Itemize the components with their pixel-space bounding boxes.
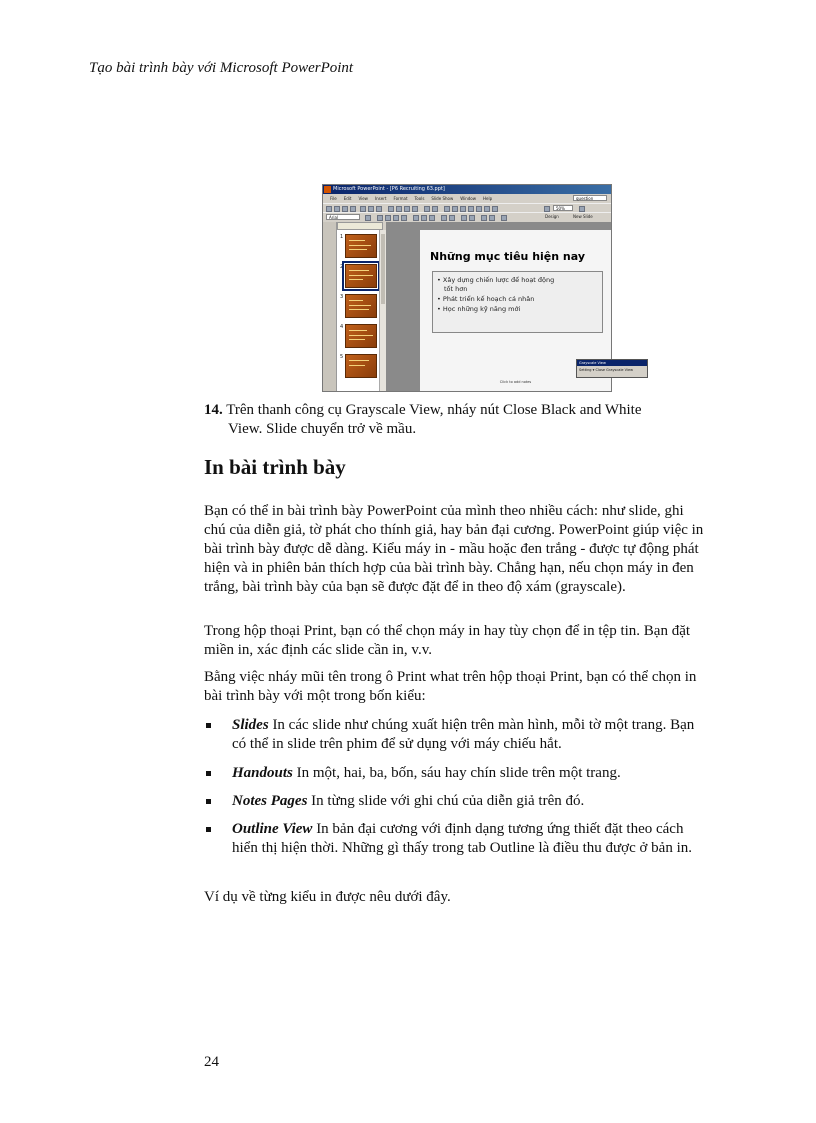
italic-icon[interactable] bbox=[385, 215, 391, 221]
desc-notes-pages: In từng slide với ghi chú của diễn giả trên đó. bbox=[307, 793, 585, 809]
grayscale-toolbar-title: Grayscale View bbox=[577, 360, 647, 366]
thumb-number-4: 4 bbox=[340, 324, 344, 330]
thumb-number-3: 3 bbox=[340, 294, 344, 300]
design-button[interactable]: Design bbox=[545, 214, 559, 219]
notes-placeholder[interactable]: Click to add notes bbox=[499, 380, 532, 384]
term-outline-view: Outline View bbox=[232, 821, 313, 837]
increase-font-icon[interactable] bbox=[461, 215, 467, 221]
step-number: 14. bbox=[204, 402, 223, 418]
menu-bar bbox=[323, 194, 611, 203]
zoom-select[interactable]: 50% bbox=[553, 205, 573, 211]
section-heading: In bài trình bày bbox=[204, 455, 346, 479]
slide-bullet-box[interactable] bbox=[432, 271, 603, 333]
decrease-indent-icon[interactable] bbox=[481, 215, 487, 221]
center-icon[interactable] bbox=[421, 215, 427, 221]
grayscale-setting-button[interactable]: Setting ▾ bbox=[579, 368, 595, 372]
font-select[interactable]: Arial bbox=[326, 214, 360, 220]
slide-canvas bbox=[386, 222, 633, 391]
powerpoint-screenshot bbox=[322, 184, 633, 392]
bullet-square-icon bbox=[206, 827, 211, 832]
underline-icon[interactable] bbox=[393, 215, 399, 221]
term-notes-pages: Notes Pages bbox=[232, 793, 308, 809]
window-titlebar bbox=[323, 185, 611, 194]
bullet-square-icon bbox=[206, 799, 211, 804]
shadow-icon[interactable] bbox=[401, 215, 407, 221]
formatting-toolbar bbox=[323, 212, 611, 222]
menu-slide-show[interactable]: Slide Show bbox=[431, 196, 454, 201]
decrease-font-icon[interactable] bbox=[469, 215, 475, 221]
menu-tools[interactable]: Tools bbox=[414, 196, 425, 201]
desc-outline-view: In bản đại cương với định dạng tương ứng thiết đặt theo cách hiển thị hiện thời. Những gì thấy trong tab Outline là điều thu được ở bản in. bbox=[232, 821, 692, 856]
align-left-icon[interactable] bbox=[413, 215, 419, 221]
bullets-icon[interactable] bbox=[449, 215, 455, 221]
desc-slides: In các slide như chúng xuất hiện trên màn hình, mỗi tờ một trang. Bạn có thể in slide trên phim để sử dụng với máy chiếu hắt. bbox=[232, 717, 695, 752]
menu-window[interactable]: Window bbox=[460, 196, 477, 201]
grayscale-view-toolbar bbox=[576, 359, 648, 378]
drawing-toolbar-strip bbox=[323, 222, 337, 391]
menu-view[interactable]: View bbox=[358, 196, 368, 201]
menu-edit[interactable]: Edit bbox=[343, 196, 352, 201]
paragraph-examples: Ví dụ về từng kiểu in được nêu dưới đây. bbox=[204, 889, 451, 905]
slide-thumbnail-5[interactable] bbox=[345, 354, 377, 378]
menu-file[interactable]: File bbox=[330, 196, 337, 201]
thumbnails-scrollbar[interactable] bbox=[379, 230, 386, 391]
numbering-icon[interactable] bbox=[441, 215, 447, 221]
paragraph-print-dialog: Trong hộp thoại Print, bạn có thể chọn máy in hay tùy chọn để in tệp tin. Bạn đặt miền in, xác định các slide cần in, v.v. bbox=[204, 623, 691, 658]
step-text-line2: View. Slide chuyển trở về mầu. bbox=[228, 421, 417, 437]
menu-format[interactable]: Format bbox=[393, 196, 408, 201]
slide-title[interactable]: Những mục tiêu hiện nay bbox=[430, 250, 586, 263]
slide-thumbnail-1[interactable] bbox=[345, 234, 377, 258]
thumb-number-1: 1 bbox=[340, 234, 344, 240]
slide-bullet: • Phát triển kế hoạch cá nhân bbox=[437, 295, 535, 303]
running-header: Tạo bài trình bày với Microsoft PowerPoint bbox=[89, 60, 354, 76]
new-slide-button[interactable]: New Slide bbox=[573, 214, 593, 219]
close-grayscale-button[interactable]: Close Grayscale View bbox=[595, 368, 633, 372]
slide-thumbnail-4[interactable] bbox=[345, 324, 377, 348]
slide-thumbnail-2[interactable] bbox=[345, 264, 377, 288]
bullet-square-icon bbox=[206, 723, 211, 728]
thumb-number-5: 5 bbox=[340, 354, 344, 360]
slide-bullet: • Học những kỹ năng mới bbox=[437, 305, 521, 313]
slide-bullet: • Xây dựng chiến lược để hoạt động bbox=[437, 276, 555, 284]
term-handouts: Handouts bbox=[232, 765, 293, 781]
menu-help[interactable]: Help bbox=[483, 196, 493, 201]
step-text-line1: Trên thanh công cụ Grayscale View, nháy nút Close Black and White bbox=[226, 402, 642, 418]
desc-handouts: In một, hai, ba, bốn, sáu hay chín slide trên một trang. bbox=[292, 765, 621, 781]
window-title: Microsoft PowerPoint - [P6 Recruiting 63.ppt] bbox=[333, 186, 445, 192]
thumb-number-2: 2 bbox=[340, 264, 344, 270]
paragraph-print-what: Bằng việc nháy mũi tên trong ô Print what trên hộp thoại Print, bạn có thể chọn in bài trình bày với một trong bốn kiểu: bbox=[204, 669, 697, 704]
ask-question-box[interactable]: question bbox=[573, 195, 607, 201]
slide-page bbox=[420, 230, 633, 391]
font-size-icon[interactable] bbox=[365, 215, 371, 221]
menu-insert[interactable]: Insert bbox=[374, 196, 387, 201]
page-number: 24 bbox=[204, 1054, 219, 1070]
font-color-icon[interactable] bbox=[501, 215, 507, 221]
paragraph-print-intro: Bạn có thể in bài trình bày PowerPoint của mình theo nhiều cách: như slide, ghi chú của diễn giả, tờ phát cho thính giả, hay bản đại cương. PowerPoint giúp việc in bài trình bày được dễ dàng. Kiểu máy in - mầu hoặc đen trắng - được tự động phát hiện và in phiên bản thích hợp của bài trình bày. Chẳng hạn, nếu chọn máy in đen trắng, bài trình bày của bạn sẽ được đặt để in theo độ xám (grayscale). bbox=[204, 503, 704, 595]
increase-indent-icon[interactable] bbox=[489, 215, 495, 221]
powerpoint-app-icon bbox=[324, 186, 331, 193]
align-right-icon[interactable] bbox=[429, 215, 435, 221]
slide-thumbnail-3[interactable] bbox=[345, 294, 377, 318]
bold-icon[interactable] bbox=[377, 215, 383, 221]
slide-bullet: tốt hơn bbox=[444, 285, 468, 293]
bullet-square-icon bbox=[206, 771, 211, 776]
term-slides: Slides bbox=[232, 717, 269, 733]
step-14 bbox=[204, 401, 704, 420]
outline-slides-tabs[interactable] bbox=[337, 222, 383, 230]
